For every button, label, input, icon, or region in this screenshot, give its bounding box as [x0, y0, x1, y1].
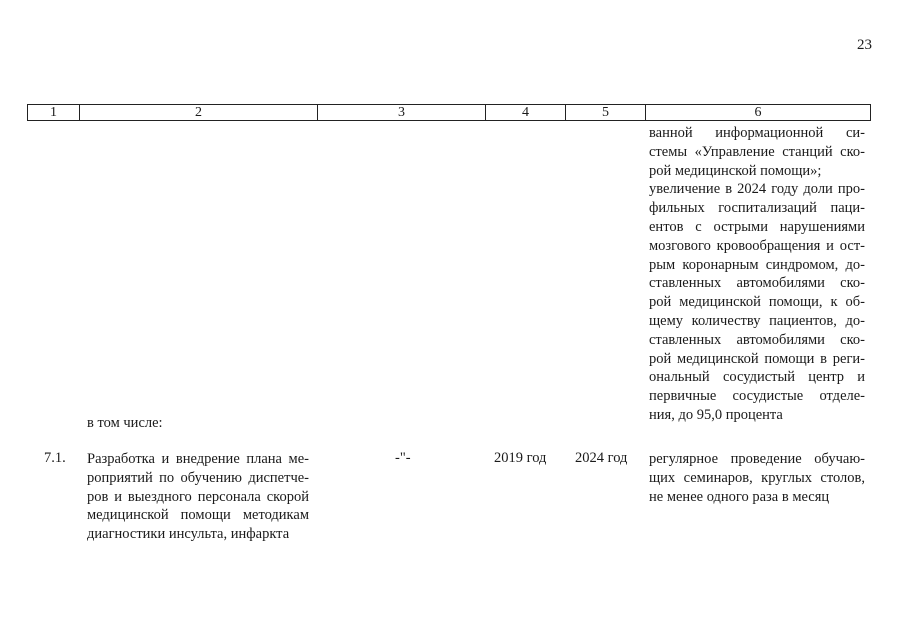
text-line: ональный сосудистый центр и: [649, 369, 865, 386]
text-line: диагностики инсульта, инфаркта: [87, 526, 290, 543]
text-line: ентов с острыми нарушениями: [649, 218, 865, 235]
text-line: ставленных автомобилями ско-: [649, 331, 865, 348]
text-line: рой медицинской помощи»;: [649, 162, 822, 179]
text-line: ванной информационной си-: [649, 125, 865, 141]
text-line: рой медицинской помощи в реги-: [649, 350, 865, 367]
table-header-row: [27, 104, 871, 121]
text-line: ния, до 95,0 процента: [649, 406, 783, 423]
text-line: увеличение в 2024 году доли про-: [649, 181, 865, 198]
text-line: Разработка и внедрение плана ме-: [87, 451, 309, 467]
header-col-5: 5: [566, 105, 646, 120]
text-line: ставленных автомобилями ско-: [649, 275, 865, 292]
row-executor: -"-: [395, 450, 411, 466]
row-start-date: 2019 год: [494, 450, 547, 466]
row-number: 7.1.: [44, 450, 66, 466]
text-line: стемы «Управление станций ско-: [649, 143, 865, 160]
text-line: регулярное проведение обучаю-: [649, 451, 865, 467]
page-number: 23: [857, 37, 872, 53]
text-line: рым коронарным синдромом, до-: [649, 256, 865, 273]
header-col-1: 1: [28, 105, 80, 120]
text-line: щему количеству пациентов, до-: [649, 312, 865, 329]
text-line: щих семинаров, круглых столов,: [649, 469, 865, 486]
text-line: медицинской помощи методикам: [87, 507, 309, 524]
text-line: мозгового кровообращения и ост-: [649, 237, 865, 254]
header-col-2: 2: [80, 105, 318, 120]
row-description: [87, 450, 309, 544]
row-end-date: 2024 год: [575, 450, 628, 466]
text-line: ров и выездного персонала скорой: [87, 488, 309, 505]
text-line: не менее одного раза в месяц: [649, 488, 830, 505]
header-col-6: 6: [754, 105, 762, 120]
text-line: рой медицинской помощи, к об-: [649, 294, 865, 311]
text-line: роприятий по обучению диспетче-: [87, 469, 309, 486]
header-col-3: 3: [318, 105, 486, 120]
row-result: [649, 450, 865, 506]
text-line: первичные сосудистые отделе-: [649, 388, 865, 405]
text-line: фильных госпитализаций паци-: [649, 200, 865, 217]
subheading-including: в том числе:: [87, 415, 163, 431]
continuation-result-text: [649, 124, 865, 425]
header-col-4: 4: [486, 105, 566, 120]
